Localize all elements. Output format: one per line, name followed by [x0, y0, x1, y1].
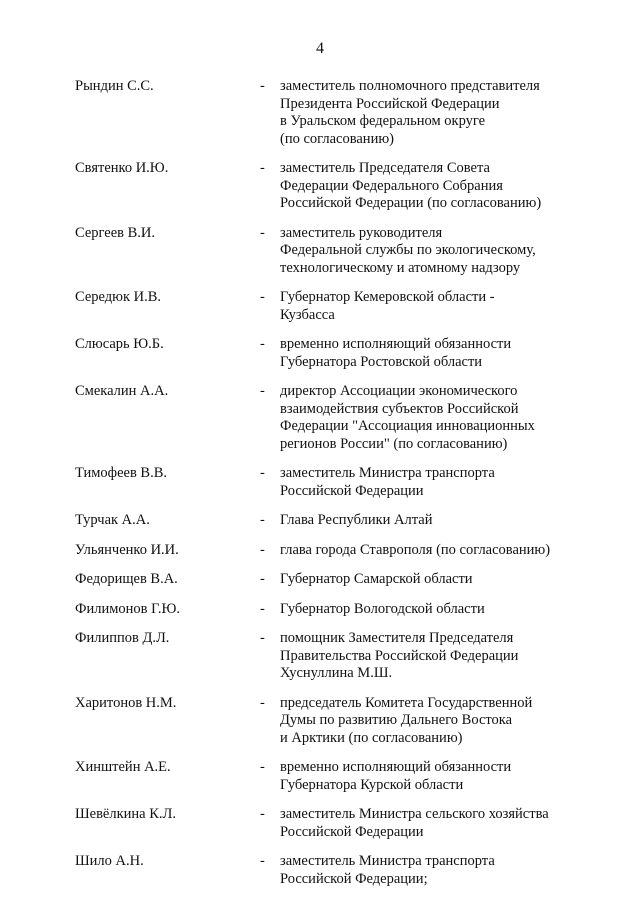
member-position: заместитель Министра транспорта Российской Федерации; — [280, 853, 495, 887]
member-position: Губернатор Кемеровской области - Кузбасса — [280, 289, 495, 323]
list-item — [75, 853, 575, 888]
member-position: директор Ассоциации экономического взаимодействия субъектов Российской Федерации "Ассоциация инновационных регионов России" (по согласованию) — [280, 383, 535, 452]
list-item — [75, 571, 575, 589]
member-position: председатель Комитета Государственной Думы по развитию Дальнего Востока и Арктики (по согласованию) — [280, 694, 533, 746]
member-position: временно исполняющий обязанности Губернатора Курской области — [280, 759, 512, 793]
separator-dash: - — [260, 465, 265, 481]
member-position: заместитель полномочного представителя Президента Российской Федерации в Уральском федеральном округе (по согласованию) — [280, 78, 540, 147]
list-item — [75, 542, 575, 560]
separator-dash: - — [260, 383, 265, 399]
separator-dash: - — [260, 600, 265, 617]
member-name: Турчак А.А. — [75, 512, 150, 528]
separator-dash: - — [260, 78, 265, 94]
list-item — [75, 512, 575, 530]
member-name: Середюк И.В. — [75, 289, 162, 305]
member-position: заместитель руководителя Федеральной службы по экологическому, технологическому и атомному надзору — [280, 224, 536, 276]
separator-dash: - — [260, 630, 265, 646]
member-position: Глава Республики Алтай — [280, 512, 433, 528]
page-number: 4 — [316, 40, 324, 57]
member-name: Шило А.Н. — [75, 853, 144, 869]
separator-dash: - — [260, 512, 265, 528]
separator-dash: - — [260, 806, 265, 822]
list-item — [75, 78, 575, 148]
list-item — [75, 695, 575, 748]
separator-dash: - — [260, 160, 265, 176]
separator-dash: - — [260, 336, 265, 352]
list-item — [75, 225, 575, 278]
separator-dash: - — [260, 571, 265, 587]
separator-dash: - — [260, 853, 265, 869]
list-item — [75, 601, 575, 619]
member-position: помощник Заместителя Председателя Правительства Российской Федерации Хуснуллина М.Ш. — [280, 630, 519, 681]
list-item — [75, 289, 575, 324]
separator-dash: - — [260, 224, 265, 241]
separator-dash: - — [260, 759, 265, 775]
member-name: Филимонов Г.Ю. — [75, 600, 181, 617]
separator-dash: - — [260, 541, 265, 558]
member-position: заместитель Председателя Совета Федерации Федерального Собрания Российской Федерации (по согласованию) — [280, 160, 542, 211]
separator-dash: - — [260, 694, 265, 711]
member-name: Федорищев В.А. — [75, 571, 178, 587]
member-name: Смекалин А.А. — [75, 383, 169, 399]
member-name: Святенко И.Ю. — [75, 160, 169, 176]
member-name: Харитонов Н.М. — [75, 694, 177, 711]
member-name: Хинштейн А.Е. — [75, 759, 171, 775]
member-name: Филиппов Д.Л. — [75, 630, 170, 646]
member-position: Губернатор Самарской области — [280, 571, 473, 587]
list-item — [75, 383, 575, 453]
member-position: заместитель Министра транспорта Российской Федерации — [280, 465, 495, 499]
member-name: Слюсарь Ю.Б. — [75, 336, 164, 352]
member-position: глава города Ставрополя (по согласованию) — [280, 541, 551, 558]
list-item — [75, 465, 575, 500]
list-item — [75, 759, 575, 794]
member-list — [75, 78, 575, 900]
member-name: Сергеев В.И. — [75, 224, 156, 241]
member-name: Тимофеев В.В. — [75, 465, 168, 481]
member-name: Рындин С.С. — [75, 78, 154, 94]
member-position: заместитель Министра сельского хозяйства Российской Федерации — [280, 806, 549, 840]
list-item — [75, 630, 575, 683]
member-name: Шевёлкина К.Л. — [75, 806, 176, 822]
member-name: Ульянченко И.И. — [75, 541, 179, 558]
member-position: временно исполняющий обязанности Губернатора Ростовской области — [280, 336, 512, 370]
separator-dash: - — [260, 289, 265, 305]
list-item — [75, 160, 575, 213]
member-position: Губернатор Вологодской области — [280, 600, 485, 617]
list-item — [75, 806, 575, 841]
list-item — [75, 336, 575, 371]
